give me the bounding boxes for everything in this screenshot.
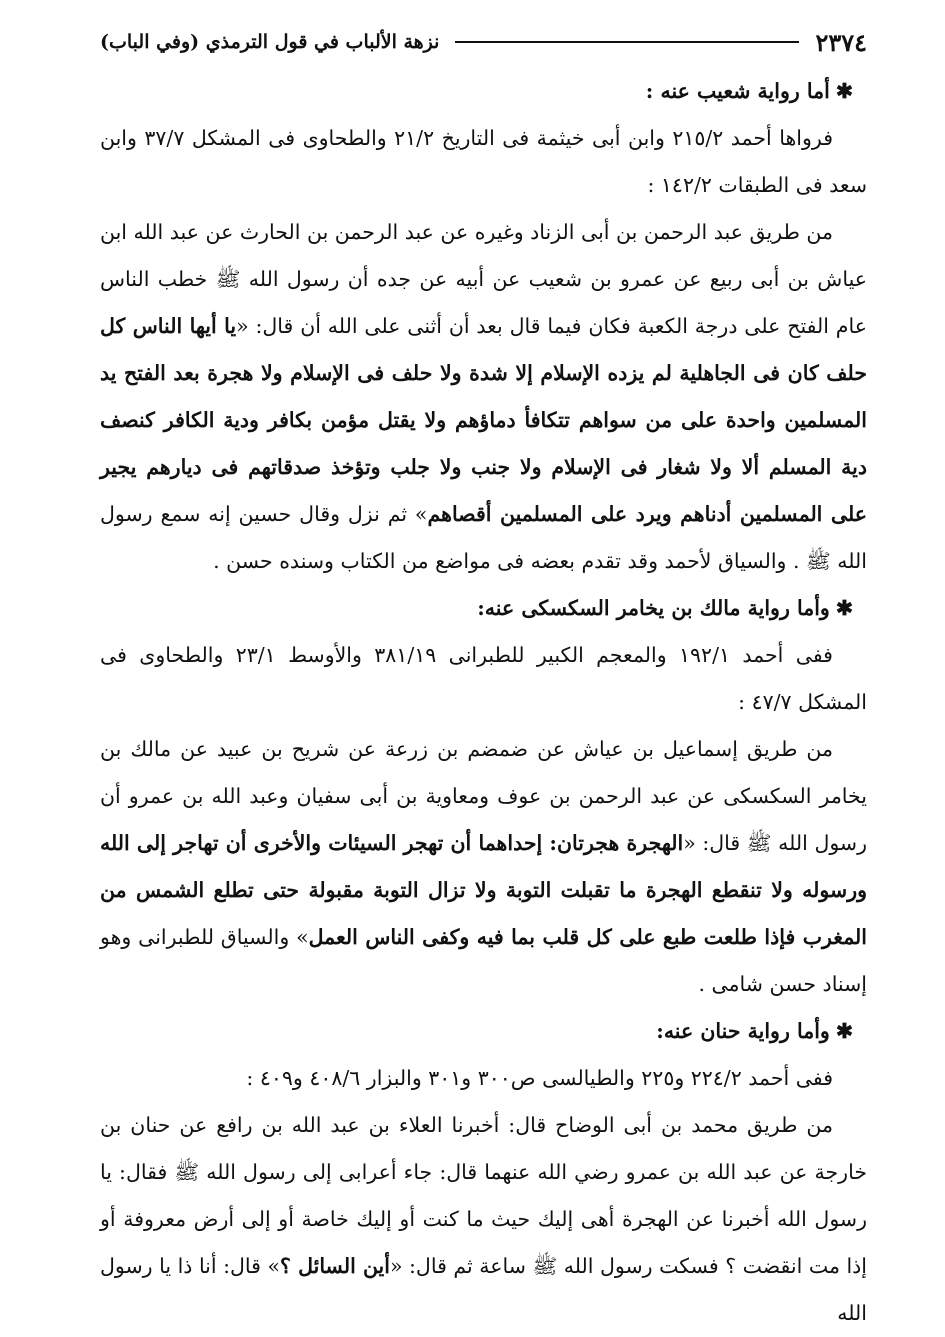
body-text: » ثم نزل وقال حسين إنه سمع رسول الله ﷺ . والسياق لأحمد وقد تقدم بعضه فى مواضع من الكتاب وسنده حسن . — [100, 502, 867, 573]
section-sources: ففى أحمد ١٩٢/١ والمعجم الكبير للطبرانى ٣٨١/١٩ والأوسط ٢٣/١ والطحاوى فى المشكل ٤٧/٧ : — [100, 643, 867, 714]
body-text: » قال: أنا ذا يا رسول الله — [100, 1254, 867, 1325]
body-text: من طريق إسماعيل بن عياش عن ضمضم بن زرعة عن شريح بن عبيد عن مالك بن يخامر السكسكى عن عبد الرحمن بن عوف ومعاوية بن أبى سفيان وعبد الله بن عمرو أن رسول الله ﷺ قال: « — [100, 737, 868, 855]
page-number: ٢٣٧٤ — [815, 27, 867, 57]
page-header — [100, 22, 867, 62]
page-content — [100, 68, 867, 1337]
hadith-text: يا أيها الناس كل حلف كان فى الجاهلية لم يزده الإسلام إلا شدة ولا حلف فى الإسلام ولا هجرة بعد الفتح يد المسلمين واحدة على من سواهم تتكافأ دماؤهم ولا يقتل مؤمن بكافر ودية الكافر كنصف دية المسلم ألا ولا شغار فى الإسلام ولا جنب ولا جلب وتؤخذ صدقاتهم فى ديارهم يجير على المسلمين أدناهم ويرد على المسلمين أقصاهم — [100, 314, 867, 526]
asterisk-icon: ✱ — [835, 596, 853, 620]
section-heading-text: أما رواية شعيب عنه : — [645, 79, 830, 103]
section-body — [100, 726, 867, 1008]
asterisk-icon: ✱ — [835, 1019, 853, 1043]
asterisk-icon: ✱ — [835, 79, 853, 103]
section-sources: ففى أحمد ٢٢٤/٢ و٢٢٥ والطيالسى ص٣٠٠ و٣٠١ والبزار ٤٠٨/٦ و٤٠٩ : — [246, 1066, 833, 1090]
hadith-text: الهجرة هجرتان: إحداهما أن تهجر السيئات والأخرى أن تهاجر إلى الله ورسوله ولا تنقطع الهجرة ما تقبلت التوبة ولا تزال التوبة مقبولة حتى تطلع الشمس من المغرب فإذا طلعت طبع على كل قلب بما فيه وكفى الناس العمل — [100, 831, 867, 949]
section-heading-text: وأما رواية حنان عنه: — [656, 1019, 830, 1043]
section-heading — [100, 68, 867, 115]
running-title: نزهة الألباب في قول الترمذي (وفي الباب) — [100, 31, 440, 53]
section-heading — [100, 1008, 867, 1055]
section-body — [100, 209, 867, 585]
body-text: من طريق محمد بن أبى الوضاح قال: أخبرنا العلاء بن عبد الله بن رافع عن حنان بن خارجة عن عبد الله بن عمرو رضي الله عنهما قال: جاء أعرابى إلى رسول الله ﷺ فقال: يا رسول الله أخبرنا عن الهجرة أهى إليك حيث ما كنت أو إليك خاصة أو إلى أرض معروفة أو إذا مت انقضت ؟ فسكت رسول الله ﷺ ساعة ثم قال: « — [100, 1113, 867, 1278]
section-heading-text: وأما رواية مالك بن يخامر السكسكى عنه: — [477, 596, 830, 620]
section-body — [100, 1102, 867, 1337]
body-text: من طريق عبد الرحمن بن أبى الزناد وغيره عن عبد الرحمن بن الحارث عن عبد الله ابن عياش بن أبى ربيع عن عمرو بن شعيب عن أبيه عن جده أن رسول الله ﷺ خطب الناس عام الفتح على درجة الكعبة فكان فيما قال بعد أن أثنى على الله أن قال: « — [100, 220, 867, 338]
header-rule — [455, 41, 799, 43]
body-text: » والسياق للطبرانى وهو إسناد حسن شامى . — [100, 925, 867, 996]
section-heading — [100, 585, 867, 632]
hadith-text: أين السائل ؟ — [280, 1254, 390, 1278]
section-sources: فرواها أحمد ٢١٥/٢ وابن أبى خيثمة فى التاريخ ٢١/٢ والطحاوى فى المشكل ٣٧/٧ وابن سعد فى الطبقات ١٤٢/٢ : — [100, 126, 867, 197]
